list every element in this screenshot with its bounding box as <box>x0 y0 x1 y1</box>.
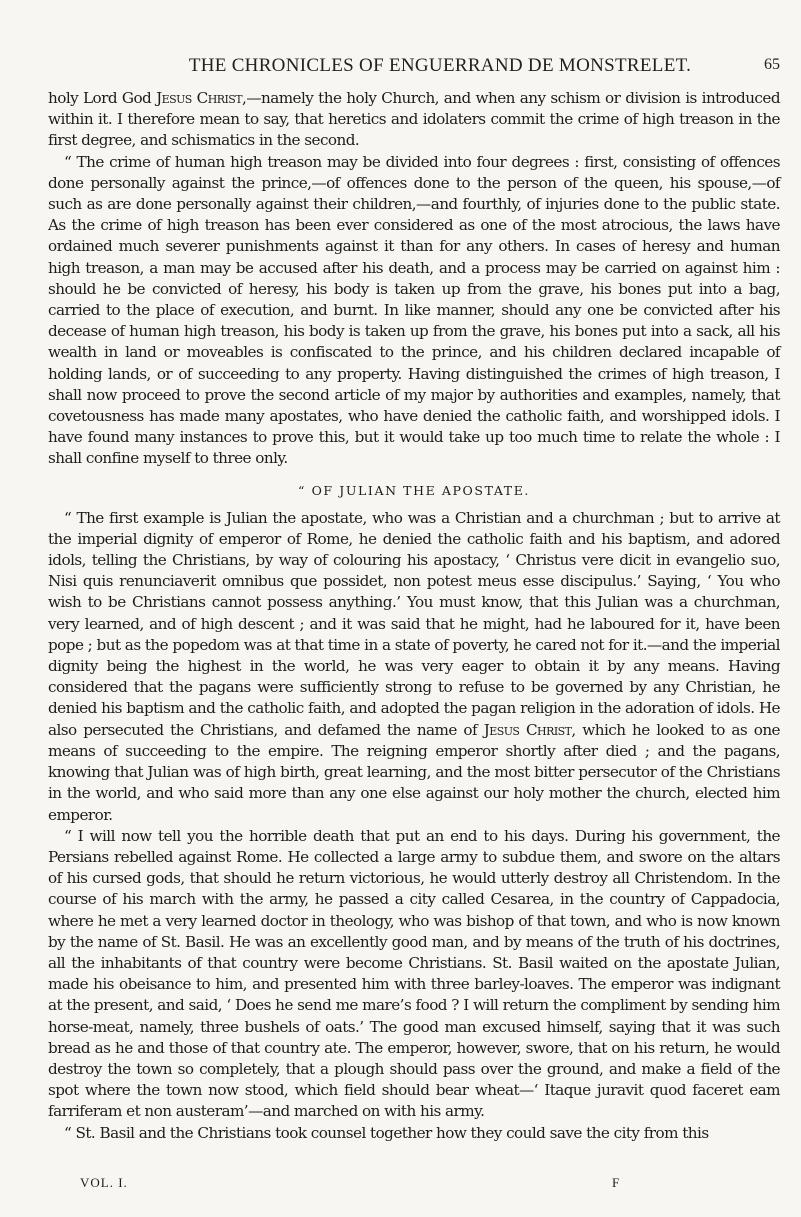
paragraph-treason-degrees: “ The crime of human high treason may be divided into four degrees : first, consisting of offences done personally against the prince,—of offences done to the person of the queen, his spouse,—of such as are done personally against their children,—and fourthly, of injuries done to the public state. As the crime of high treason has been ever considered as one of the most atrocious, the laws have ordained much severer punishments against it than for any others. In cases of heresy and human high treason, a man may be accused after his death, and a process may be carried on against him : should he be convicted of heresy, his body is taken up from the grave, his bones put into a bag, carried to the place of execution, and burnt. In like manner, should any one be convicted after his decease of human high treason, his body is taken up from the grave, his bones put into a sack, all his wealth in land or moveables is confiscated to the prince, and his children declared incapable of holding lands, or of succeeding to any property. Having distinguished the crimes of high treason, I shall now proceed to prove the second article of my major by authorities and examples, namely, that covetousness has made many apostates, who have denied the catholic faith, and worshipped idols. I have found many instances to prove this, but it would take up too much time to relate the whole : I shall confine myself to three only. <box>48 152 780 468</box>
running-title: THE CHRONICLES OF ENGUERRAND DE MONSTRELET. <box>188 55 692 76</box>
paragraph-julian-death: “ I will now tell you the horrible death that put an end to his days. During his government, the Persians rebelled against Rome. He collected a large army to subdue them, and swore on the altars of his cursed gods, that should he return victorious, he would utterly destroy all Christendom. In the course of his march with the army, he passed a city called Cesarea, in the country of Cappadocia, where he met a very learned doctor in theology, who was bishop of that town, and who is now known by the name of St. Basil. He was an excellently good man, and by means of the truth of his doctrines, all the inhabitants of that country were become Christians. St. Basil waited on the apostate Julian, made his obeisance to him, and presented him with three barley-loaves. The emperor was indignant at the present, and said, ‘ Does he send me mare’s food ? I will return the compliment by sending him horse-meat, namely, three bushels of oats.’ The good man excused himself, saying that it was such bread as he and those of that country ate. The emperor, however, swore, that on his return, he would destroy the town so completely, that a plough should pass over the ground, and make a field of the spot where the town now stood, which field should bear wheat—‘ Itaque juravit quod faceret eam farriferam et non austeram’—and marched on with his army. <box>48 826 780 1121</box>
signature-mark: F <box>612 1175 621 1190</box>
text-run: holy Lord God <box>48 89 157 107</box>
paragraph-julian-example <box>48 508 780 826</box>
body-text <box>48 88 780 1144</box>
text-run: , which he looked to as one means of succeeding to the empire. The reigning emperor shortly after died ; and the pagans, knowing that Julian was of high birth, great learning, and the most bitter persecutor of the Christians in the world, and who said more than any one else against our holy mother the church, elected him emperor. <box>48 720 780 824</box>
page-number: 65 <box>764 56 780 73</box>
running-head <box>100 55 780 79</box>
volume-mark: VOL. I. <box>80 1175 128 1190</box>
section-heading: “ OF JULIAN THE APOSTATE. <box>298 482 530 498</box>
name-small-caps: Jesus Christ <box>156 89 243 107</box>
name-small-caps: Jesus Christ <box>483 720 572 739</box>
paragraph-st-basil: “ St. Basil and the Christians took counsel together how they could save the city from this <box>64 1123 709 1142</box>
text-run: “ The first example is Julian the apostate, who was a Christian and a churchman ; but to arrive at the imperial dignity of emperor of Rome, he denied the catholic faith and his baptism, and adored idols, telling the Christians, by way of colouring his apostacy, ‘ Christus vere dicit in evangelio suo, Nisi quis renunciaverit omnibus que possidet, non potest meus esse discipulus.’ Saying, ‘ You who wish to be Christians cannot possess anything.’ You must know, that this Julian was a churchman, very learned, and of high descent ; and it was said that he might, had he laboured for it, have been pope ; but as the popedom was at that time in a state of poverty, he cared not for it.—and the imperial dignity being the highest in the world, he was very eager to obtain it by any means. Having considered that the pagans were sufficiently strong to refuse to be governed by any Christian, he denied his baptism and the catholic faith, and adopted the pagan religion in the adoration of idols. He also persecuted the Christians, and defamed the name of <box>48 508 780 739</box>
paragraph-continuation <box>48 88 780 152</box>
text-run: ,—namely the holy Church, and when any schism or division is introduced within it. I therefore mean to say, that heretics and idolaters commit the crime of high treason in the first degree, and schismatics in the second. <box>48 89 781 150</box>
